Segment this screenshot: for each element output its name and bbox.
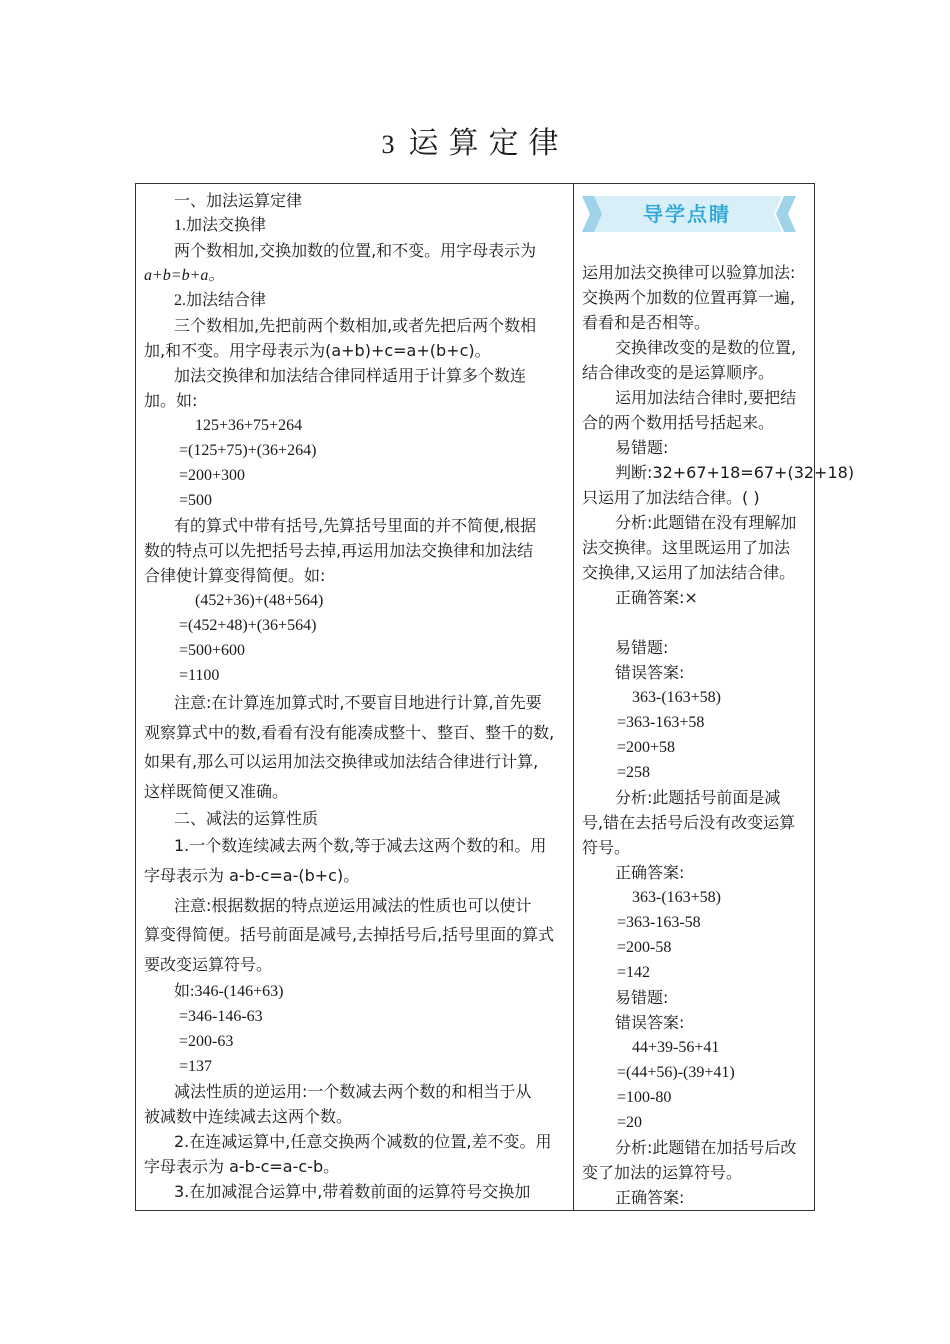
main-column bbox=[144, 188, 567, 1204]
tip-line: 合的两个数用括号括起来。 bbox=[582, 413, 775, 432]
calc-line: =142 bbox=[617, 964, 651, 981]
paragraph-line: 1.一个数连续减去两个数,等于减去这两个数的和。用 bbox=[174, 836, 547, 856]
note-line: 观察算式中的数,看看有没有能凑成整十、整百、整千的数, bbox=[144, 722, 555, 742]
calc-line: =200-63 bbox=[179, 1033, 234, 1051]
calc-line: =(125+75)+(36+264) bbox=[179, 442, 317, 459]
calc-line: =346-146-63 bbox=[179, 1008, 263, 1026]
sidebar-column bbox=[582, 192, 855, 1210]
paragraph-line: 有的算式中带有括号,先算括号里面的并不简便,根据 bbox=[174, 516, 537, 535]
calc-line: 125+36+75+264 bbox=[195, 417, 303, 434]
formula-line: a+b=b+a。 bbox=[144, 267, 225, 284]
column-divider bbox=[573, 184, 574, 1210]
note-line: 注意:在计算连加算式时,不要盲目地进行计算,首先要 bbox=[174, 693, 542, 712]
paragraph-line: 合律使计算变得简便。如: bbox=[144, 566, 326, 585]
calc-line: =200+300 bbox=[179, 467, 246, 484]
calc-line: =100-80 bbox=[617, 1089, 672, 1106]
calc-line: (452+36)+(48+564) bbox=[195, 592, 324, 609]
paragraph-line: 减法性质的逆运用:一个数减去两个数的和相当于从 bbox=[174, 1082, 532, 1102]
tip-line: 交换律,又运用了加法结合律。 bbox=[582, 563, 796, 582]
paragraph-line: 3.在加减混合运算中,带着数前面的运算符号交换加 bbox=[174, 1182, 531, 1202]
error-label: 易错题: bbox=[615, 438, 669, 457]
calc-line: 44+39-56+41 bbox=[632, 1039, 720, 1056]
subheading-associative: 2.加法结合律 bbox=[174, 292, 267, 309]
wrong-answer-label: 错误答案: bbox=[615, 1013, 685, 1032]
note-line: 算变得简便。括号前面是减号,去掉括号后,括号里面的算式 bbox=[144, 925, 555, 945]
tip-line: 分析:此题错在没有理解加 bbox=[615, 513, 797, 532]
tip-line: 运用加法交换律可以验算加法: bbox=[582, 263, 796, 282]
tip-line: 运用加法结合律时,要把结 bbox=[615, 388, 797, 407]
correct-answer-label: 正确答案: bbox=[615, 1188, 685, 1207]
subheading-commutative: 1.加法交换律 bbox=[174, 217, 267, 234]
formula-line: 字母表示为 a-b-c=a-c-b。 bbox=[144, 1157, 340, 1177]
banner-title: 导学点睛 bbox=[643, 202, 731, 226]
page-title bbox=[0, 118, 950, 162]
paragraph-line: 两个数相加,交换加数的位置,和不变。用字母表示为 bbox=[174, 241, 537, 260]
tip-line: 变了加法的运算符号。 bbox=[582, 1163, 743, 1182]
guide-banner bbox=[582, 192, 810, 236]
tip-line: 分析:此题错在加括号后改 bbox=[615, 1138, 797, 1157]
note-line: 如果有,那么可以运用加法交换律或加法结合律进行计算, bbox=[144, 752, 539, 772]
heading-addition-laws: 一、加法运算定律 bbox=[174, 191, 303, 210]
calc-line: 363-(163+58) bbox=[632, 889, 722, 906]
paragraph-line: 加,和不变。用字母表示为(a+b)+c=a+(b+c)。 bbox=[144, 341, 491, 360]
paragraph-line: 2.在连减运算中,任意交换两个减数的位置,差不变。用 bbox=[174, 1132, 552, 1152]
tip-line: 只运用了加法结合律。( ) bbox=[582, 488, 760, 507]
calc-line: =500 bbox=[179, 492, 213, 509]
content-table bbox=[135, 183, 855, 1211]
calc-line: =(44+56)-(39+41) bbox=[617, 1064, 735, 1081]
paragraph-line: 加法交换律和加法结合律同样适用于计算多个数连 bbox=[174, 366, 527, 385]
calc-line: =363-163-58 bbox=[617, 914, 701, 931]
heading-subtraction: 二、减法的运算性质 bbox=[174, 809, 319, 829]
formula-line: 字母表示为 a-b-c=a-(b+c)。 bbox=[144, 865, 360, 885]
tip-line: 号,错在去括号后没有改变运算 bbox=[582, 813, 796, 832]
tip-line: 看看和是否相等。 bbox=[582, 313, 711, 332]
calc-line: =(452+48)+(36+564) bbox=[179, 617, 317, 634]
section-number: 3 bbox=[381, 130, 395, 159]
paragraph-line: 数的特点可以先把括号去掉,再运用加法交换律和加法结 bbox=[144, 541, 534, 560]
tip-line: 交换律改变的是数的位置, bbox=[615, 338, 797, 357]
answer-line: 正确答案:× bbox=[615, 588, 698, 607]
wrong-answer-label: 错误答案: bbox=[615, 663, 685, 682]
paragraph-line: 三个数相加,先把前两个数相加,或者先把后两个数相 bbox=[174, 316, 537, 335]
tip-line: 判断:32+67+18=67+(32+18) bbox=[615, 463, 855, 482]
calc-line: =200+58 bbox=[617, 739, 676, 756]
note-line: 这样既简便又准确。 bbox=[144, 781, 289, 801]
tip-line: 法交换律。这里既运用了加法 bbox=[582, 538, 791, 557]
paragraph-line: 加。如: bbox=[144, 391, 198, 410]
paragraph-line: 被减数中连续减去这两个数。 bbox=[144, 1107, 353, 1127]
note-line: 注意:根据数据的特点逆运用减法的性质也可以使计 bbox=[174, 895, 532, 915]
error-label: 易错题: bbox=[615, 638, 669, 657]
tip-line: 符号。 bbox=[582, 838, 631, 857]
error-label: 易错题: bbox=[615, 988, 669, 1007]
section-title: 运算定律 bbox=[408, 126, 569, 161]
calc-line: 如:346-(146+63) bbox=[174, 983, 284, 1001]
calc-line: =200-58 bbox=[617, 939, 672, 956]
tip-line: 交换两个加数的位置再算一遍, bbox=[582, 288, 796, 307]
calc-line: =20 bbox=[617, 1114, 643, 1131]
calc-line: =1100 bbox=[179, 667, 220, 684]
tip-line: 结合律改变的是运算顺序。 bbox=[582, 363, 775, 382]
blank-line bbox=[582, 610, 810, 635]
tip-line: 分析:此题括号前面是减 bbox=[615, 788, 781, 807]
calc-line: =258 bbox=[617, 764, 651, 781]
calc-line: 363-(163+58) bbox=[632, 689, 722, 706]
correct-answer-label: 正确答案: bbox=[615, 863, 685, 882]
calc-line: =137 bbox=[179, 1058, 213, 1076]
calc-line: =500+600 bbox=[179, 642, 246, 659]
calc-line: =363-163+58 bbox=[617, 714, 705, 731]
note-line: 要改变运算符号。 bbox=[144, 954, 273, 974]
